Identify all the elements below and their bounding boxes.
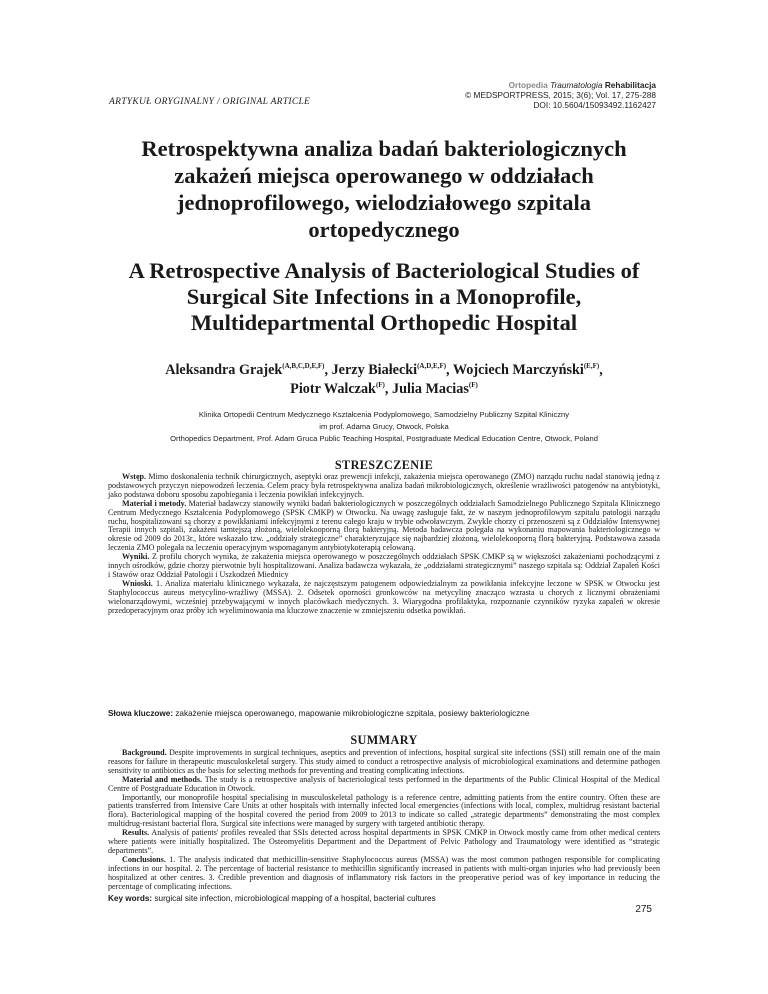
- title-english: A Retrospective Analysis of Bacteriological Studies of Surgical Site Infections in a Monoprofile, Multidepartmental Orthopedic Hospital: [128, 258, 640, 335]
- affiliation-line: im prof. Adama Grucy, Otwock, Polska: [319, 422, 449, 431]
- author-contribution: (A,D,E,F): [417, 362, 447, 370]
- section-label: Background.: [122, 748, 167, 757]
- journal-doi-line: DOI: 10.5604/15093492.1162427: [533, 100, 656, 111]
- paragraph-text: Mimo doskonalenia technik chirurgicznych, aseptyki oraz prewencji infekcji, zakażenia miejsca operowanego (ZMO) narządu ruchu nadal stanowią jedną z podstawowych przyczyn niepowodzeń leczenia. Celem pracy była retrospektywna analiza badań mikrobiologicznych, określenie wrażliwości patogenów na antybiotyki, jako podstawa doboru sposobu zapobiegania i leczenia powikłań infekcyjnych.: [108, 472, 660, 499]
- paragraph-text: Materiał badawczy stanowiły wyniki badań bakteriologicznych w poszczególnych oddziałach Samodzielnego Publicznego Szpitala Klinicznego Centrum Medycznego Kształcenia Podyplomowego (SPSK CMKP) w Otwocku. Na uwagę zasługuje fakt, że w naszym jednoprofilowym szpitalu patologii narządu ruchu, hospitalizowani są chorzy z powikłaniami infekcyjnymi z terenu całego kraju w trybie odwoławczym. Zwykle chorzy ci przenoszeni są z Oddziałów Intensywnej Terapii innych szpitali, zakażeni tamtejszą złożoną, wielolekooporną florą bakteryjną. Metoda badawcza polegała na wykonaniu mapowania bakteriologicznego w okresie od 2009 do 2013r., które wskazało tzw. „oddziały strategiczne” charakteryzujące się najbardziej złożoną, wielolekooporną florą bakteryjną. Podstawowa zasada leczenia ZMO polegała na leczeniu operacyjnym wspomaganym antybiotykoterapią celowaną.: [108, 498, 660, 553]
- abstract-paragraph: [108, 553, 660, 580]
- journal-name-ortopedia: Ortopedia: [508, 80, 548, 90]
- paragraph-text: The study is a retrospective analysis of bacteriological tests performed in the departments of the Public Clinical Hospital of the Medical Centre of Postgraduate Education in Otwock.: [108, 774, 660, 793]
- journal-name-rehabilitacja: Rehabilitacja: [604, 80, 656, 90]
- paragraph-text: 1. The analysis indicated that methicillin-sensitive Staphylococcus aureus (MSSA) was the most common pathogen responsible for complicating infections in our hospital. 2. The percentage of bacterial resistance to methicillin significantly increased in patients with multi-organ injuries who had previously been hospitalized at other centres. 3. Credible prevention and diagnosis of inflammatory risk factors in the preoperative period was of key importance in reducing the percentage of complicating infections.: [108, 854, 660, 891]
- abstract-paragraph: [108, 500, 660, 553]
- section-label: Results.: [122, 828, 150, 838]
- journal-name-traumatologia: Traumatologia: [550, 80, 603, 90]
- section-label: Wyniki.: [122, 552, 150, 562]
- section-label: Materiał i metody.: [122, 498, 187, 508]
- keywords-label: Słowa kluczowe:: [108, 709, 174, 718]
- author-name: Wojciech Marczyński: [452, 362, 584, 378]
- abstract-paragraph: [108, 749, 660, 776]
- article-type-label: ARTYKUŁ ORYGINALNY / ORIGINAL ARTICLE: [109, 97, 311, 107]
- summary-heading: SUMMARY: [350, 733, 418, 747]
- paragraph-text: Z profilu chorych wynika, że zakażenia miejsca operowanego w poszczególnych oddziałach SPSK CMKP są w większości zakażeniami pochodzącymi z innych ośrodków, gdzie chorzy pierwotnie byli hospitalizowani. Analiza badawcza wykazała, że „oddziałami strategicznymi” naszego szpitala są: Oddział Zapaleń Kości i Stawów oraz Oddział Patologii i Uszkodzeń Miednicy: [108, 552, 660, 579]
- abstract-paragraph: [108, 580, 660, 616]
- author-separator: ,: [599, 362, 603, 378]
- page-header: [0, 0, 768, 122]
- affiliation-line: Klinika Ortopedii Centrum Medycznego Kształcenia Podyplomowego, Samodzielny Publiczny Szpital Kliniczny: [198, 410, 570, 419]
- abstract-polish: [108, 473, 660, 616]
- author-contribution: (A,B,C,D,E,F): [282, 362, 325, 370]
- journal-title-line: [465, 80, 656, 90]
- streszczenie-heading: STRESZCZENIE: [334, 458, 434, 472]
- keywords-text: surgical site infection, microbiological mapping of a hospital, bacterial cultures: [152, 894, 436, 903]
- abstract-paragraph: [108, 473, 660, 500]
- keywords-label: Key words:: [108, 894, 153, 903]
- author-name: Jerzy Białecki: [331, 362, 418, 378]
- author-separator: ,: [324, 362, 332, 378]
- journal-volume-line: © MEDSPORTPRESS, 2015; 3(6); Vol. 17, 275-288: [465, 90, 656, 101]
- author-name: Aleksandra Grajek: [165, 362, 283, 378]
- title-polish: Retrospektywna analiza badań bakteriologicznych zakażeń miejsca operowanego w oddziałach jednoprofilowego, wielodziałowego szpitala ortopedycznego: [141, 136, 627, 242]
- page-number: 275: [635, 904, 652, 915]
- paragraph-text: Despite improvements in surgical techniques, aseptics and prevention of infections, hospital surgical site infections (SSI) still remain one of the main reasons for failure in therapeutic musculoskeletal surgery. This study aimed to conduct a retrospective analysis of microbiological examinations and determine pathogen sensitivity to antibiotics as the basis for selecting methods for preventing and treating complicating infections.: [108, 748, 660, 775]
- abstract-paragraph: [108, 856, 660, 892]
- affiliation: [100, 409, 668, 445]
- keywords-english: [108, 894, 660, 904]
- keywords-polish: [108, 709, 660, 719]
- paragraph-text: 1. Analiza materiału klinicznego wykazała, że najczęstszym patogenem odpowiedzialnym za powikłania infekcyjne leczone w SPSK w Otwocku jest Staphylococcus aureus metycylino-wrażliwy (MSSA). 2. Odsetek oporności gronkowców na metycylinę znacząco wzrasta u chorych z licznymi obrażeniami wielonarządowymi, wcześniej przebywającymi w innych placówkach medycznych. 3. Wiarygodna profilaktyka, rozpoznanie czynników ryzyka zapaleń w okresie przedoperacyjnym oraz próby ich wyeliminowania ma kluczowe znaczenie w zmniejszeniu odsetka powikłań.: [108, 578, 660, 615]
- author-name: Piotr Walczak: [290, 381, 376, 397]
- section-label: Wstęp.: [122, 472, 147, 481]
- affiliation-line: Orthopedics Department, Prof. Adam Gruca Public Teaching Hospital, Postgraduate Medical Education Centre, Otwock, Poland: [170, 434, 598, 443]
- author-contribution: (E,F): [583, 362, 600, 370]
- paragraph-text: Analysis of patients' profiles revealed that SSIs detected across hospital departments in SPSK CMKP in Otwock mostly came from other medical centers where patients were initially hospitalized. The Osteomyelitis Department and the Department of Pelvic Pathology and Traumatology were identified as “strategic departments”.: [108, 828, 660, 855]
- abstract-english: [108, 749, 660, 892]
- keywords-text: zakażenie miejsca operowanego, mapowanie mikrobiologiczne szpitala, posiewy bakteriologiczne: [173, 709, 530, 718]
- author-list: [100, 361, 668, 399]
- abstract-paragraph: [108, 794, 660, 830]
- author-separator: ,: [384, 381, 392, 397]
- author-contribution: (F): [468, 381, 478, 389]
- paragraph-text: Importantly, our monoprofile hospital specialising in musculoskeletal pathology is a reference centre, admitting patients from the entire country. Often these are patients transferred from Intensive Care Units at other hospitals with internally infected local emergencies (infections with local, complex, multidrug resistant bacterial flora). Bacteriological mapping of the hospital covered the period from 2009 to 2013 to indicate so called „strategic departments” demonstrating the most complex multidrug-resistant bacterial flora. Surgical site infections were managed by surgery with targeted antibiotic therapy.: [108, 792, 660, 829]
- section-label: Material and methods.: [122, 774, 203, 784]
- journal-info: [465, 80, 656, 111]
- author-name: Julia Macias: [392, 381, 469, 397]
- abstract-paragraph: [108, 829, 660, 856]
- section-label: Conclusions.: [122, 854, 166, 864]
- author-contribution: (F): [375, 381, 385, 389]
- abstract-paragraph: [108, 776, 660, 794]
- section-label: Wnioski.: [122, 578, 153, 588]
- author-separator: ,: [446, 362, 453, 378]
